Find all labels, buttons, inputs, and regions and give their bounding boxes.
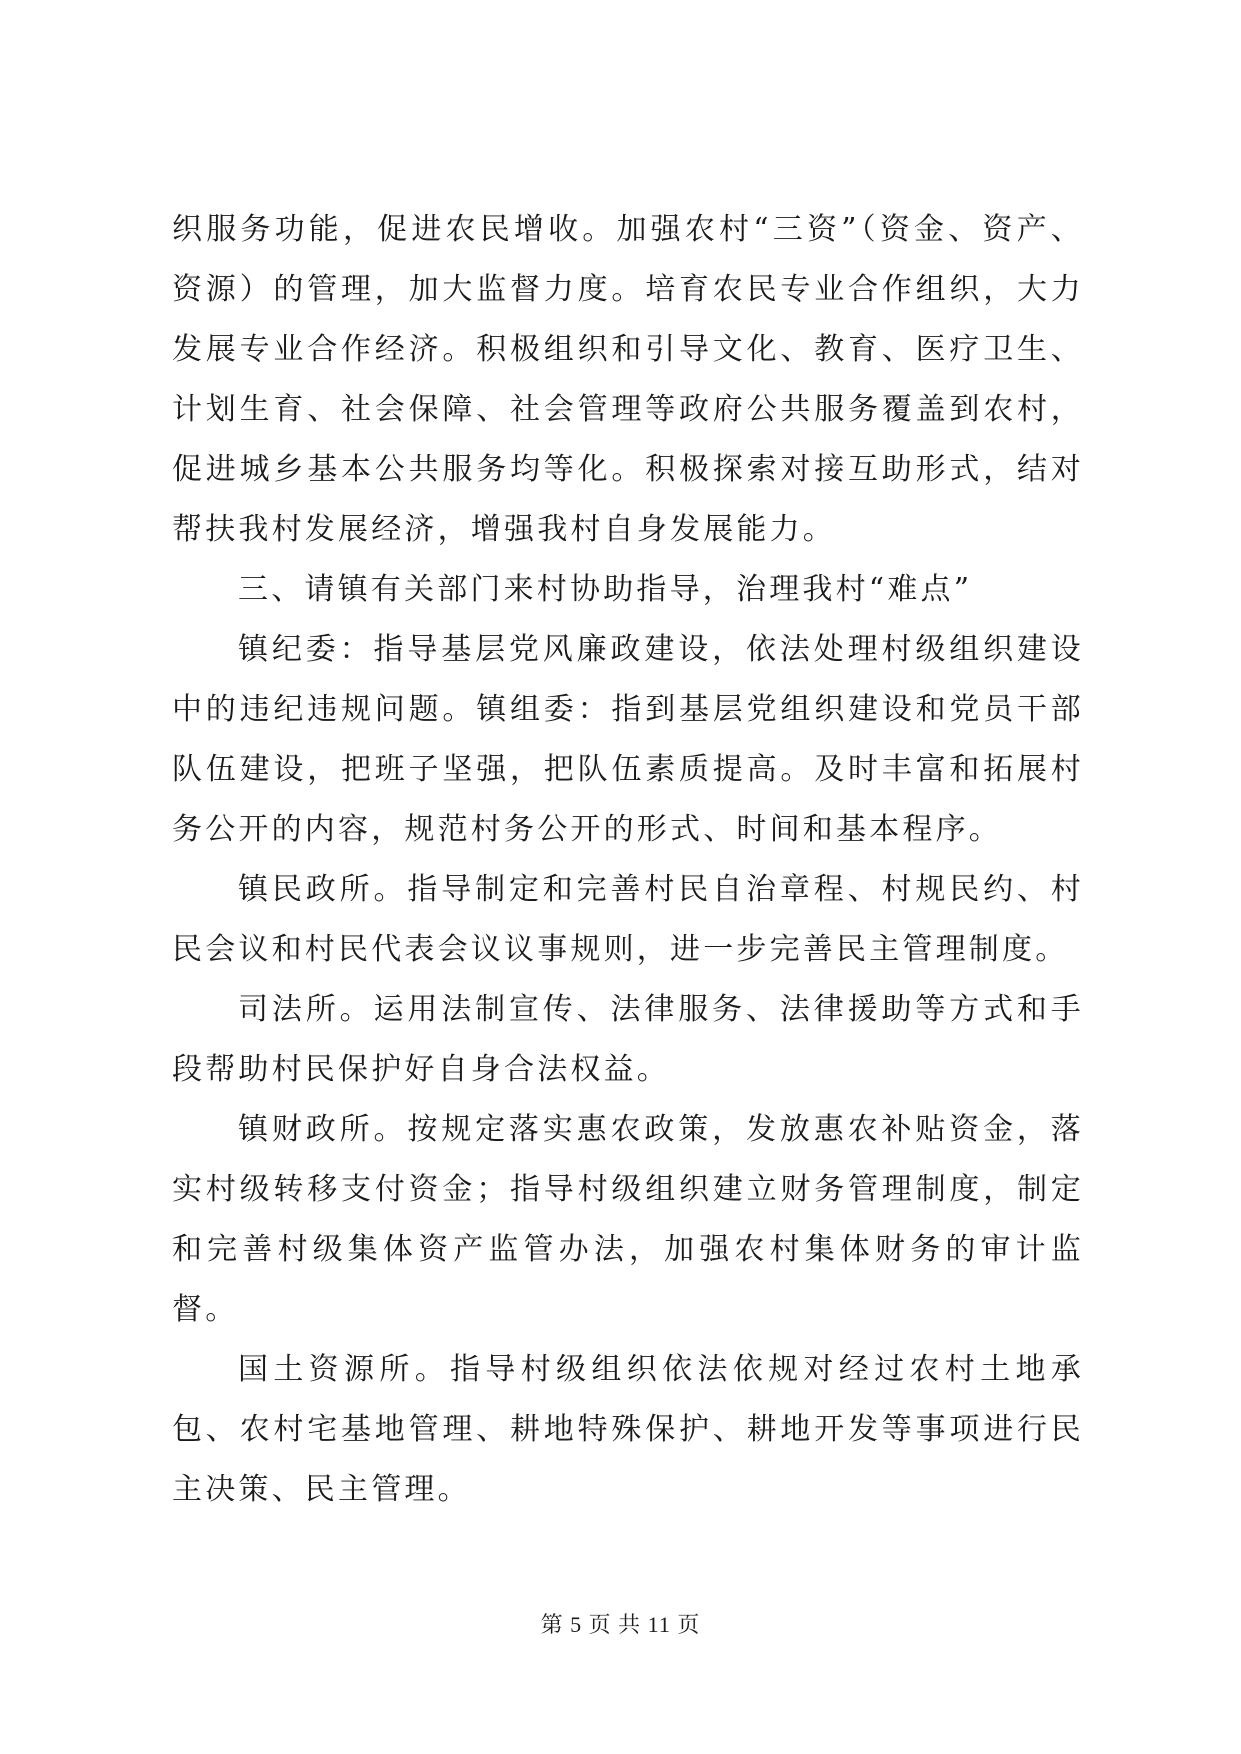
paragraph-judicial-office: 司法所。运用法制宣传、法律服务、法律援助等方式和手段帮助村民保护好自身合法权益。 xyxy=(172,992,1084,1087)
page-number-footer: 第 5 页 共 11 页 xyxy=(540,1612,701,1637)
paragraph-discipline-committee: 镇纪委：指导基层党风廉政建设，依法处理村级组织建设中的违纪违规问题。镇组委：指到基层党组织建设和党员干部队伍建设，把班子坚强，把队伍素质提高。及时丰富和拓展村务公开的内容，规范村务公开的形式、时间和基本程序。 xyxy=(172,632,1084,847)
paragraph-continuation: 织服务功能，促进农民增收。加强农村“三资”（资金、资产、资源）的管理，加大监督力度。培育农民专业合作组织，大力发展专业合作经济。积极组织和引导文化、教育、医疗卫生、计划生育、社会保障、社会管理等政府公共服务覆盖到农村，促进城乡基本公共服务均等化。积极探索对接互助形式，结对帮扶我村发展经济，增强我村自身发展能力。 xyxy=(172,212,1084,547)
document-body xyxy=(172,200,1084,1520)
section-heading-3: 三、请镇有关部门来村协助指导，治理我村“难点” xyxy=(238,572,973,607)
paragraph-finance-office: 镇财政所。按规定落实惠农政策，发放惠农补贴资金，落实村级转移支付资金；指导村级组织建立财务管理制度，制定和完善村级集体资产监管办法，加强农村集体财务的审计监督。 xyxy=(172,1112,1084,1327)
paragraph-civil-affairs: 镇民政所。指导制定和完善村民自治章程、村规民约、村民会议和村民代表会议议事规则，进一步完善民主管理制度。 xyxy=(172,872,1084,967)
paragraph-land-resources: 国土资源所。指导村级组织依法依规对经过农村土地承包、农村宅基地管理、耕地特殊保护、耕地开发等事项进行民主决策、民主管理。 xyxy=(172,1352,1084,1507)
